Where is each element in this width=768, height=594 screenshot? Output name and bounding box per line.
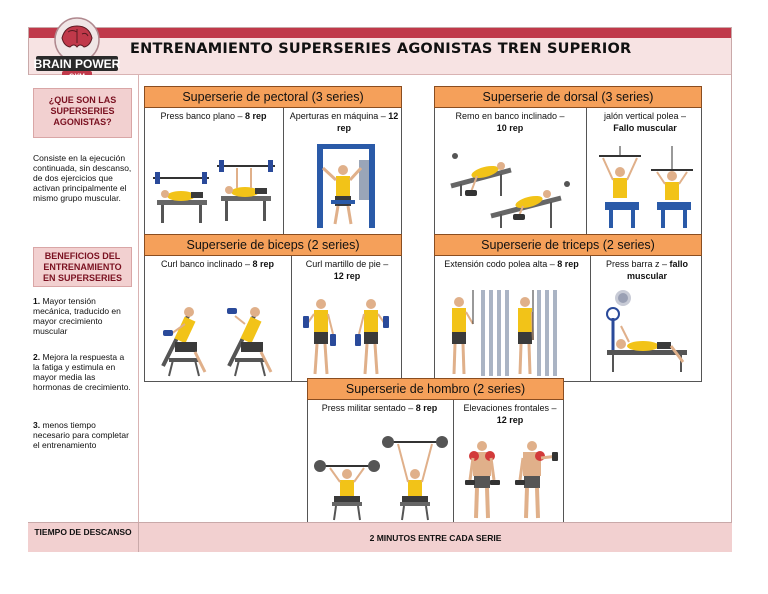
benefit-2-number: 2. — [33, 352, 41, 362]
sidebar-question-heading: ¿QUE SON LAS SUPERSERIES AGONISTAS? — [33, 88, 132, 138]
group-biceps — [144, 234, 402, 382]
group-dorsal — [434, 86, 702, 236]
brain-power-logo — [32, 14, 122, 84]
exercise-name: Remo en banco inclinado – — [455, 111, 565, 121]
exercise-press-banco-plano — [145, 108, 282, 122]
column-divider — [586, 108, 587, 235]
exercise-reps: fallo muscular — [626, 259, 689, 281]
military-press-illustration — [312, 436, 450, 522]
exercise-name: Aperturas en máquina – — [289, 111, 389, 121]
exercise-elevaciones-frontales — [456, 400, 564, 426]
sidebar-benefits-heading: BENEFICIOS DEL ENTRENAMIENTO EN SUPERSERIES — [33, 247, 132, 287]
exercise-name: Press barra z – — [605, 259, 670, 269]
exercise-reps: 10 rep — [496, 123, 524, 133]
exercise-name: Elevaciones frontales – — [463, 403, 557, 413]
group-hombro — [307, 378, 564, 526]
exercise-remo-banco-inclinado — [435, 108, 585, 134]
logo-text: BRAIN POWER — [33, 57, 121, 71]
rest-time-value: 2 MINUTOS ENTRE CADA SERIE — [138, 522, 732, 552]
column-divider — [590, 256, 591, 381]
exercise-jalon-vertical — [589, 108, 701, 134]
cable-pushdown-illustration — [441, 288, 587, 378]
group-dorsal-title: Superserie de dorsal (3 series) — [434, 86, 702, 108]
exercise-press-militar — [308, 400, 451, 414]
exercise-extension-codo-polea — [435, 256, 588, 270]
exercise-reps: 12 rep — [336, 111, 399, 133]
bench-press-illustration — [151, 156, 279, 228]
group-pectoral-title: Superserie de pectoral (3 series) — [144, 86, 402, 108]
benefit-3-text: menos tiempo necesario para completar el entrenamiento — [33, 420, 129, 450]
exercise-reps: Fallo muscular — [613, 123, 677, 133]
exercise-name: Extensión codo polea alta – — [444, 259, 558, 269]
exercise-reps: 8 rep — [245, 111, 267, 121]
rest-time-label: TIEMPO DE DESCANSO — [28, 522, 138, 552]
column-divider — [453, 400, 454, 525]
group-pectoral — [144, 86, 402, 236]
lat-pulldown-illustration — [595, 146, 699, 232]
exercise-aperturas-maquina — [287, 108, 401, 134]
exercise-reps: 8 rep — [557, 259, 579, 269]
incline-curl-illustration — [149, 294, 287, 378]
incline-row-illustration — [441, 146, 581, 232]
exercise-name: Curl martillo de pie – — [305, 259, 389, 269]
hammer-curl-illustration — [297, 294, 397, 378]
group-biceps-title: Superserie de biceps (2 series) — [144, 234, 402, 256]
chest-fly-machine-illustration — [313, 140, 383, 232]
exercise-reps: 12 rep — [333, 271, 361, 281]
exercise-curl-banco-inclinado — [145, 256, 290, 270]
exercise-reps: 12 rep — [496, 415, 524, 425]
benefit-3-number: 3. — [33, 420, 41, 430]
benefit-2-text: Mejora la respuesta a la fatiga y estimula en mayor media las hormonas de crecimiento. — [33, 352, 131, 392]
column-divider — [291, 256, 292, 381]
front-raise-illustration — [460, 436, 560, 522]
benefit-1-text: Mayor tensión mecánica, traducido en mayor crecimiento muscular — [33, 296, 121, 336]
page-title: ENTRENAMIENTO SUPERSERIES AGONISTAS TREN SUPERIOR — [130, 41, 632, 57]
benefit-3 — [33, 420, 133, 450]
exercise-press-barra-z — [593, 256, 701, 282]
exercise-name: Curl banco inclinado – — [160, 259, 253, 269]
group-triceps-title: Superserie de triceps (2 series) — [434, 234, 702, 256]
exercise-reps: 8 rep — [415, 403, 438, 413]
sidebar-question-text: Consiste en la ejecución continuada, sin descanso, de dos ejercicios que activan principalmente el mismo grupo muscular. — [33, 153, 132, 203]
ez-bar-press-illustration — [599, 288, 697, 378]
exercise-curl-martillo — [293, 256, 401, 282]
column-divider — [283, 108, 284, 235]
exercise-name: Press militar sentado – — [321, 403, 416, 413]
exercise-name: jalón vertical polea – — [603, 111, 687, 121]
benefit-1 — [33, 296, 133, 336]
benefit-2 — [33, 352, 133, 392]
benefit-1-number: 1. — [33, 296, 41, 306]
exercise-name: Press banco plano – — [160, 111, 246, 121]
exercise-reps: 8 rep — [252, 259, 275, 269]
group-hombro-title: Superserie de hombro (2 series) — [307, 378, 564, 400]
group-triceps — [434, 234, 702, 382]
